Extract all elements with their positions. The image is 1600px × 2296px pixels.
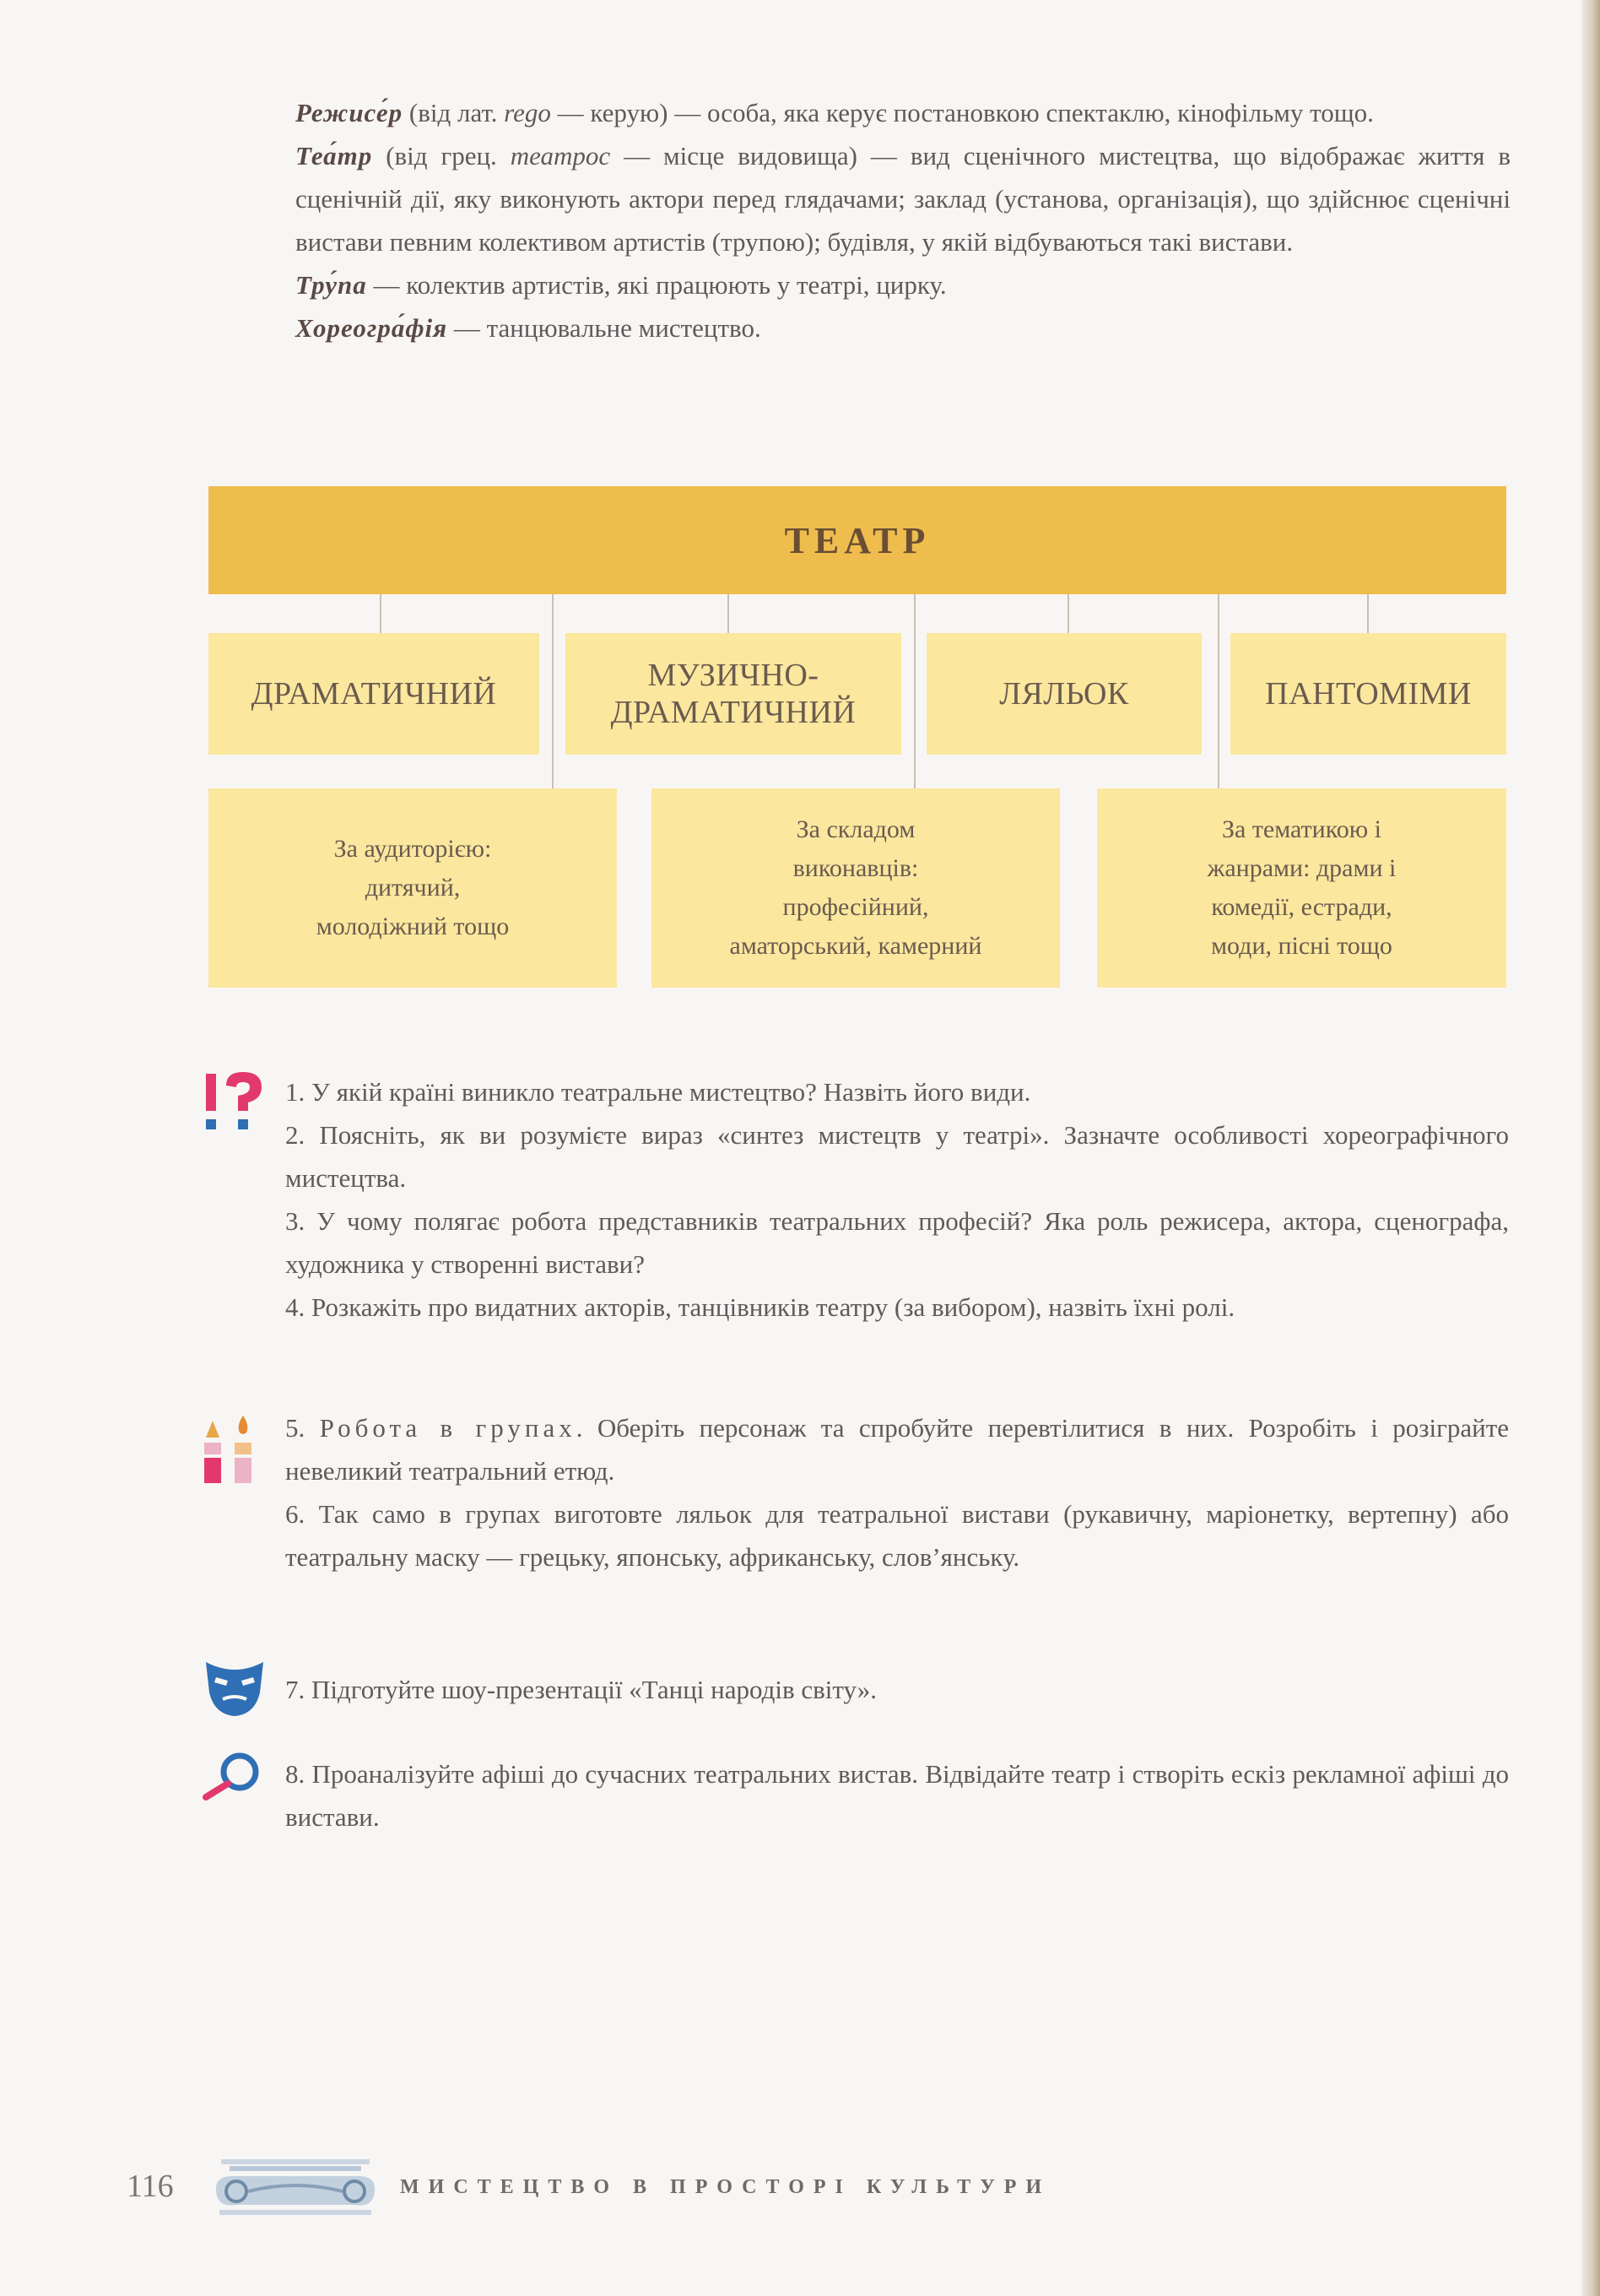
glossary-text: — місце видовища) — вид сценічного мистецтва, що відображає життя в сценічній дії, яку виконують актори перед глядачами; заклад (установа, організація), що здійснює сценічні вистави певним колективом артистів (трупою); будівля, у якій відбуваються такі вистави. (295, 141, 1511, 257)
glossary-term: Режисе́р (295, 98, 403, 127)
glossary-text: — керую) — особа, яка керує постановкою спектаклю, кінофільму тощо. (550, 98, 1374, 127)
glossary (295, 91, 1511, 349)
theatre-mask-icon (203, 1659, 267, 1719)
glossary-term: Теа́тр (295, 141, 373, 171)
criterion-line: жанрами: драми і (1207, 854, 1397, 882)
theatre-type-dramatic (208, 633, 539, 755)
group-work-label: Робота в групах (319, 1413, 576, 1443)
questions-block (285, 1070, 1509, 1329)
connector-line (914, 594, 916, 788)
criterion-line: виконавців: (792, 854, 919, 882)
criterion-line: комедії, естради, (1211, 893, 1392, 921)
criterion-themes (1097, 788, 1506, 988)
research-block (285, 1752, 1509, 1838)
question-2: 2. Поясніть, як ви розумієте вираз «синтез мистецтв у театрі». Зазначте особливості хореографічного мистецтва. (285, 1120, 1509, 1193)
running-title: МИСТЕЦТВО В ПРОСТОРІ КУЛЬТУРИ (400, 2176, 1051, 2198)
glossary-term: Тру́па (295, 270, 367, 300)
theatre-type-musical-dramatic (565, 633, 901, 755)
type-label: ДРАМАТИЧНИЙ (251, 676, 497, 712)
glossary-text: (від грец. (372, 141, 511, 171)
criterion-performers (651, 788, 1060, 988)
page-number: 116 (127, 2169, 174, 2204)
type-label: МУЗИЧНО- (647, 658, 819, 693)
connector-line (1218, 594, 1219, 788)
tasks-block (285, 1406, 1509, 1578)
theatre-type-puppet (927, 633, 1202, 755)
criterion-line: молодіжний тощо (316, 912, 510, 940)
task-8: 8. Проаналізуйте афіші до сучасних театральних вистав. Відвідайте театр і створіть ескіз рекламної афіші до вистави. (285, 1759, 1509, 1832)
glossary-entry-choreography (295, 306, 1511, 349)
criterion-line: моди, пісні тощо (1211, 932, 1392, 960)
task-6: 6. Так само в групах виготовте ляльок для театральної вистави (рукавичну, маріонетку, вертепну) або театральну маску — грецьку, японську, африканську, слов’янську. (285, 1499, 1509, 1572)
ornament-icon (211, 2158, 380, 2218)
question-4: 4. Розкажіть про видатних акторів, танцівників театру (за вибором), назвіть їхні ролі. (285, 1292, 1235, 1322)
criterion-audience (208, 788, 617, 988)
criterion-line: професійний, (782, 893, 929, 921)
type-label: ЛЯЛЬОК (999, 676, 1129, 712)
criterion-line: За тематикою і (1221, 815, 1382, 843)
project-block (285, 1668, 1509, 1711)
criterion-line: За аудиторією: (333, 835, 492, 863)
type-label: ДРАМАТИЧНИЙ (610, 695, 857, 730)
glossary-text: (від лат. (403, 98, 505, 127)
crayons-icon (201, 1414, 268, 1490)
connector-line (1068, 594, 1069, 633)
diagram-title: ТЕАТР (784, 519, 931, 561)
glossary-entry-troupe (295, 263, 1511, 306)
connector-line (1367, 594, 1369, 633)
question-3: 3. У чому полягає робота представників театральних професій? Яка роль режисера, актора, сценографа, художника у створенні вистави? (285, 1206, 1509, 1279)
theatre-type-pantomime (1230, 633, 1506, 755)
connector-line (552, 594, 554, 788)
task-number: 5. (285, 1413, 320, 1443)
glossary-entry-director (295, 91, 1511, 134)
connector-line (380, 594, 381, 633)
glossary-term: Хореогра́фія (295, 313, 448, 343)
glossary-entry-theatre (295, 134, 1511, 263)
task-5 (285, 1406, 1509, 1492)
glossary-text: — танцювальне мистецтво. (447, 313, 761, 343)
connector-line (727, 594, 729, 633)
question-exclamation-icon (201, 1070, 268, 1134)
task-text: . Оберіть персонаж та спробуйте перевтілитися в них. Розробіть і розіграйте невеликий театральний етюд. (285, 1413, 1510, 1486)
criterion-line: За складом (796, 815, 916, 843)
type-label: ПАНТОМІМИ (1265, 676, 1472, 712)
task-7: 7. Підготуйте шоу-презентації «Танці народів світу». (285, 1675, 878, 1704)
glossary-latin: rego (504, 98, 551, 127)
criterion-line: дитячий, (365, 874, 461, 902)
criterion-line: аматорський, камерний (729, 932, 982, 960)
magnifier-icon (199, 1752, 267, 1802)
diagram-title-bar (208, 486, 1506, 594)
glossary-latin: театрос (510, 141, 611, 171)
page-edge (1581, 0, 1600, 2296)
glossary-text: — колектив артистів, які працюють у театрі, цирку. (366, 270, 947, 300)
question-1: 1. У якій країні виникло театральне мистецтво? Назвіть його види. (285, 1077, 1031, 1107)
